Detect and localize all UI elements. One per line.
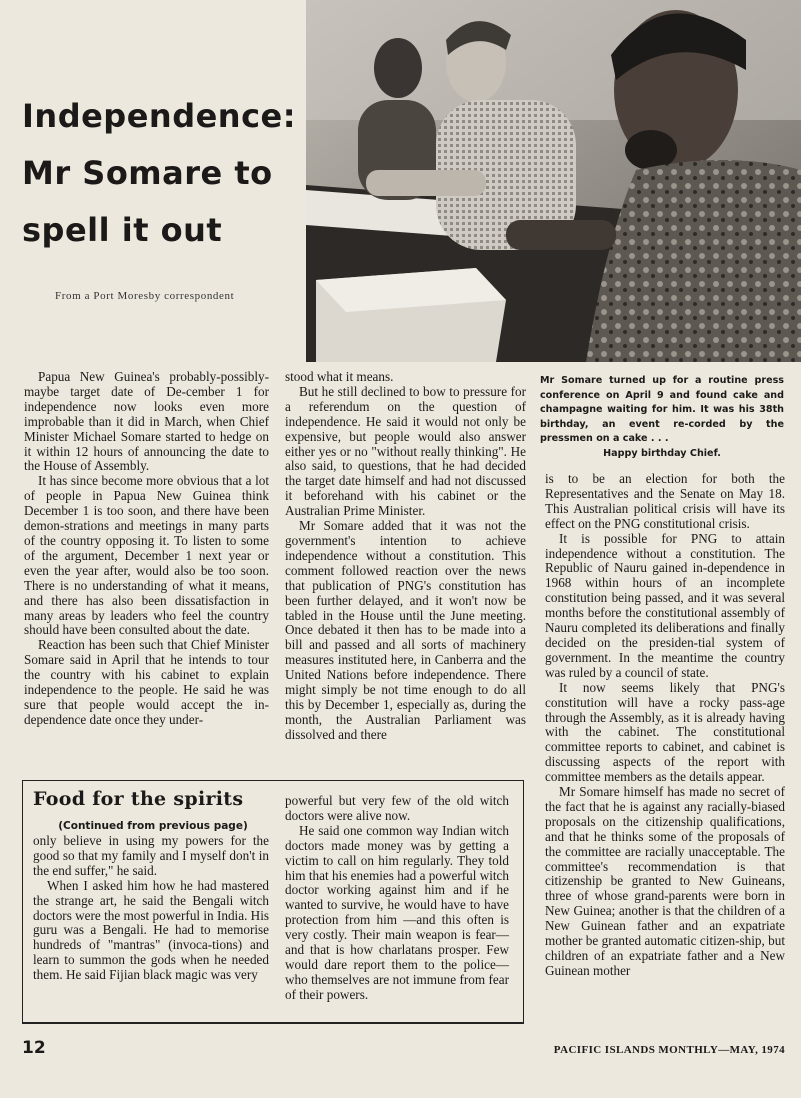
paragraph: He said one common way Indian witch doctors made money was by getting a victim to call on him regularly. They told him that his enemies had a powerful witch doctor working against him and if he wanted to survive, he would have to have protection from him —and this often is very costly. Their main weapon is fear—and that is how charlatans prosper. Few would dare report them to the police—who themselves are not immune from fear of their powers. [285, 822, 509, 1002]
photo-caption [540, 374, 784, 462]
paragraph: Reaction has been such that Chief Minister Somare said in April that he intends to tour the country with his cabinet to explain independence to the people. He said he was sure that people would accept the in-dependence date once they under- [24, 637, 269, 727]
headline-line-1: Independence: [22, 97, 297, 135]
paragraph: It now seems likely that PNG's constitution will have a rocky pass-age through the Assembly, as it is already having with the cabinet. The constitutional committee reports to cabinet, and cabinet is discussing aspects of the report with committee members as the details appear. [545, 679, 785, 785]
paragraph: It has since become more obvious that a lot of people in Papua New Guinea think December 1 is too soon, and there have been demon-strations and meetings in many parts of the country opposing it. To listen to some of the argument, December 1 next year or even the year after, would also be too soon. There is no understanding of what it means, and there has also been dissatisfaction in many areas by leaders who feel the country should have been consulted about the date. [24, 473, 269, 638]
sidebar-column-2 [285, 794, 509, 1003]
sidebar-column-1 [33, 834, 269, 983]
caption-end: Happy birthday Chief. [603, 447, 721, 459]
paragraph: But he still declined to bow to pressure for a referendum on the question of independence. He said it would not only be expensive, but people would also answer either yes or no "without really thinking". He also said, to questions, that he had decided the target date himself and had not discussed it beforehand with his cabinet or the Australian Prime Minister. [285, 383, 526, 519]
article-column-2 [285, 370, 526, 743]
article-column-1 [24, 370, 269, 728]
paragraph: stood what it means. [285, 369, 394, 384]
publication-footer: PACIFIC ISLANDS MONTHLY—MAY, 1974 [553, 1044, 785, 1056]
sidebar-title: Food for the spirits [33, 788, 244, 810]
paragraph: Mr Somare himself has made no secret of the fact that he is against any racially-biased proposals on the citizenship qualifications, and that he thinks some of the proposals of the committee are racially unacceptable. The committee's recommendation is that citizenship be granted to New Guineans, three of whose grand-parents were born in New Guinea; another is that the children of a New Guinean father and an expatriate mother be granted automatic citizen-ship, but children of an expatriate father and a New Guinean mother [545, 784, 785, 978]
photo-image [306, 0, 801, 362]
sidebar-subtitle: (Continued from previous page) [58, 820, 248, 832]
byline: From a Port Moresby correspondent [55, 290, 235, 302]
article-column-3 [545, 472, 785, 979]
page-number: 12 [22, 1038, 46, 1058]
paragraph: only believe in using my powers for the good so that my family and I myself don't in the end suffer," he said. [33, 833, 269, 878]
paragraph: is to be an election for both the Representatives and the Senate on May 18. This Australian political crisis will have its effect on the PNG constitutional crisis. [545, 471, 785, 531]
paragraph: When I asked him how he had mastered the strange art, he said the Bengali witch doctors were the most powerful in India. His guru was a Bengali. He had to memorise hundreds of "mantras" (invoca-tions) and learn to summon the gods when he needed them. He said Fijian black magic was very [33, 877, 269, 983]
paragraph: Mr Somare added that it was not the government's intention to achieve independence without a constitution. This comment followed reaction over the news that publication of PNG's constitution has been further delayed, and it won't now be tabled in the House until the June meeting. Once debated it then has to be made into a bill and passed and all sorts of machinery measures instituted here, in Canberra and the United Nations before independence. There might simply be not time enough to do all this by December 1, especially as, during the month, the Australian Parliament was dissolved and there [285, 518, 526, 742]
caption-body: Mr Somare turned up for a routine press conference on April 9 and found cake and champagne waiting for him. It was his 38th birthday, an event re-corded by the pressmen on a cake . . . [540, 375, 784, 445]
headline-line-3: spell it out [22, 211, 223, 249]
paragraph: Papua New Guinea's probably-possibly-maybe target date of De-cember 1 for independence now looks even more improbable than it did in March, when Chief Minister Michael Somare started to hedge on it within 12 hours of announcing the date to the House of Assembly. [24, 369, 269, 474]
paragraph: It is possible for PNG to attain independence without a constitution. The Republic of Nauru gained in-dependence in 1968 within hours of an incomplete constitution being passed, and it was several months before the constitutional assembly of Nauru completed its deliberations and finally decided on the presiden-tial system of government. In the meantime the country was ruled by a council of state. [545, 530, 785, 680]
paragraph: powerful but very few of the old witch doctors were alive now. [285, 793, 509, 823]
headline [22, 88, 312, 259]
headline-line-2: Mr Somare to [22, 154, 273, 192]
